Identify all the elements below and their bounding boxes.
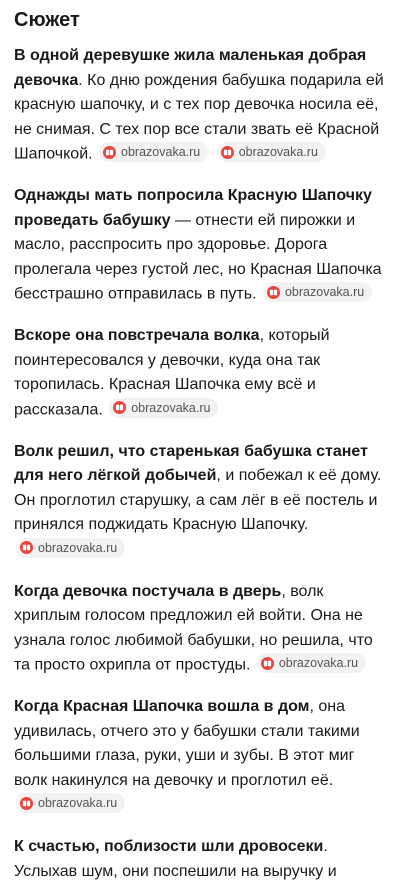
paragraph-text: . Ко дню рождения бабушка подарила ей красную шапочку, и с тех пор девочка носила её, не снимая. С тех пор все стали звать её Красной Шапочкой.: [14, 71, 384, 163]
paragraph-text: — отнести ей пирожки и масло, расспросить про здоровье. Дорога пролегала через густой лес, но Красная Шапочка бесстрашно отправилась в путь.: [14, 211, 382, 303]
source-chip[interactable]: [99, 142, 208, 162]
book-icon: [113, 401, 126, 414]
paragraph-text: , который поинтересовался у девочки, куда она так торопилась. Красная Шапочка ему всё и рассказала.: [14, 327, 330, 418]
source-label: obrazovaka.ru: [121, 145, 201, 159]
paragraph-lead: Волк решил, что старенькая бабушка станет для него лёгкой добычей: [14, 442, 368, 484]
story-paragraph: [14, 580, 391, 679]
paragraph-text: , волк хриплым голосом предложил ей войти. Она не узнала голос любимой бабушки, но решила, что та просто охрипла от простуды.: [14, 582, 373, 674]
source-chip[interactable]: [217, 142, 326, 162]
book-icon: [267, 286, 280, 299]
story-paragraph: [14, 324, 391, 423]
book-icon: [221, 146, 234, 159]
source-label: obrazovaka.ru: [38, 540, 118, 555]
source-chip[interactable]: [16, 538, 125, 558]
book-icon: [103, 146, 116, 159]
paragraph-text: . Услыхав шум, они поспешили на выручку и: [14, 838, 337, 880]
paragraph-lead: Вскоре она повстречала волка: [14, 327, 260, 344]
paragraph-lead: Когда девочка постучала в дверь: [14, 582, 282, 600]
paragraph-text: , она удивилась, отчего это у бабушки стали такими большими глаза, руки, уши и зубы. В этот миг волк накинулся на девочку и проглотил её.: [14, 698, 360, 789]
book-icon: [261, 657, 274, 670]
section-title: Сюжет: [14, 9, 80, 31]
source-label: obrazovaka.ru: [238, 145, 318, 159]
paragraph-lead: К счастью, поблизости шли дровосеки: [14, 838, 324, 855]
paragraph-text: , и побежал к её дому. Он проглотил старушку, а сам лёг в её постель и принялся поджидать Красную Шапочку.: [14, 467, 382, 533]
book-icon: [20, 541, 33, 554]
source-label: obrazovaka.ru: [278, 656, 359, 670]
story-paragraph: [14, 184, 391, 307]
source-label: obrazovaka.ru: [38, 796, 118, 810]
story-paragraph: [14, 440, 391, 563]
paragraph-lead: Однажды мать попросила Красную Шапочку проведать бабушку: [14, 187, 372, 229]
source-label: obrazovaka.ru: [131, 400, 211, 415]
source-chip[interactable]: [16, 793, 125, 813]
paragraph-list: [14, 44, 391, 884]
source-label: obrazovaka.ru: [284, 285, 365, 299]
source-chip[interactable]: [109, 398, 218, 418]
source-chip[interactable]: [263, 282, 372, 302]
story-paragraph: [14, 44, 391, 167]
source-chip[interactable]: [257, 653, 366, 673]
book-icon: [20, 797, 33, 810]
paragraph-lead: В одной деревушке жила маленькая добрая девочка: [14, 47, 367, 89]
paragraph-lead: Когда Красная Шапочка вошла в дом: [14, 698, 310, 715]
story-paragraph: [14, 835, 391, 884]
